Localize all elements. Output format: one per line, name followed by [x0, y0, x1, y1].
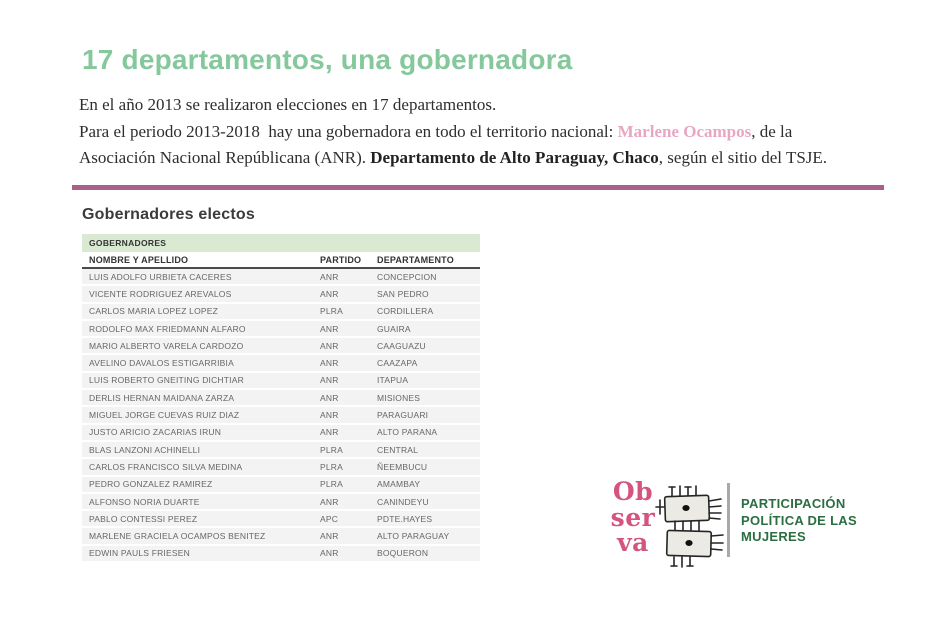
highlight-departamento: Departamento de Alto Paraguay, Chaco: [370, 148, 659, 167]
cell-governor-name: MIGUEL JORGE CUEVAS RUIZ DIAZ: [82, 406, 313, 423]
table-row: [82, 372, 480, 389]
governors-table: [82, 234, 480, 563]
wordmark-line: va: [617, 528, 649, 557]
cell-governor-name: JUSTO ARICIO ZACARIAS IRUN: [82, 424, 313, 441]
cell-governor-name: MARIO ALBERTO VARELA CARDOZO: [82, 337, 313, 354]
cell-party: APC: [313, 510, 370, 527]
observa-logo: [600, 470, 900, 580]
table-row: [82, 424, 480, 441]
page-title: 17 departamentos, una gobernadora: [82, 44, 573, 75]
cell-party: ANR: [313, 424, 370, 441]
table-row: [82, 303, 480, 320]
cell-party: ANR: [313, 354, 370, 371]
cell-department: CENTRAL: [370, 441, 480, 458]
cell-department: ITAPUA: [370, 372, 480, 389]
governors-data-table: [82, 252, 480, 563]
table-row: [82, 510, 480, 527]
circuit-chip-icon: [654, 476, 724, 575]
column-header-department: DEPARTAMENTO: [370, 252, 480, 268]
intro-line-2: [79, 119, 891, 146]
cell-party: ANR: [313, 527, 370, 544]
table-row: [82, 545, 480, 562]
table-title-bar: GOBERNADORES: [82, 234, 480, 252]
cell-department: AMAMBAY: [370, 476, 480, 493]
governors-table-body: [82, 268, 480, 562]
wordmark-line: Ob: [612, 477, 654, 506]
logo-divider-line: [727, 483, 730, 557]
cell-governor-name: LUIS ROBERTO GNEITING DICHTIAR: [82, 372, 313, 389]
intro-line3-text: Asociación Nacional Repúblicana (ANR).: [79, 148, 371, 167]
intro-line-1: En el año 2013 se realizaron elecciones en 17 departamentos.: [79, 95, 497, 114]
cell-department: CONCEPCION: [370, 268, 480, 285]
cell-governor-name: RODOLFO MAX FRIEDMANN ALFARO: [82, 320, 313, 337]
cell-department: CAAGUAZU: [370, 337, 480, 354]
cell-party: PLRA: [313, 458, 370, 475]
cell-party: ANR: [313, 493, 370, 510]
cell-party: ANR: [313, 320, 370, 337]
logo-tagline: [741, 496, 857, 546]
cell-party: ANR: [313, 285, 370, 302]
table-row: [82, 389, 480, 406]
intro-line2-tail: , de la: [751, 121, 793, 141]
cell-department: MISIONES: [370, 389, 480, 406]
cell-party: PLRA: [313, 476, 370, 493]
cell-governor-name: DERLIS HERNAN MAIDANA ZARZA: [82, 389, 313, 406]
table-row: [82, 527, 480, 544]
table-row: [82, 441, 480, 458]
cell-party: ANR: [313, 406, 370, 423]
highlight-marlene-ocampos: Marlene Ocampos: [617, 121, 752, 141]
cell-party: ANR: [313, 268, 370, 285]
cell-governor-name: PEDRO GONZALEZ RAMIREZ: [82, 476, 313, 493]
column-header-name: NOMBRE Y APELLIDO: [82, 252, 313, 268]
table-row: [82, 476, 480, 493]
column-header-party: PARTIDO: [313, 252, 370, 268]
cell-governor-name: AVELINO DAVALOS ESTIGARRIBIA: [82, 354, 313, 371]
cell-department: ÑEEMBUCU: [370, 458, 480, 475]
wordmark-line: ser: [610, 502, 656, 532]
cell-governor-name: LUIS ADOLFO URBIETA CACERES: [82, 268, 313, 285]
cell-governor-name: VICENTE RODRIGUEZ AREVALOS: [82, 285, 313, 302]
cell-department: CAAZAPA: [370, 354, 480, 371]
table-row: [82, 320, 480, 337]
cell-governor-name: PABLO CONTESSI PEREZ: [82, 510, 313, 527]
cell-governor-name: CARLOS MARIA LOPEZ LOPEZ: [82, 303, 313, 320]
table-row: [82, 285, 480, 302]
cell-department: PDTE.HAYES: [370, 510, 480, 527]
intro-line3-tail: , según el sitio del TSJE.: [658, 148, 828, 167]
cell-department: GUAIRA: [370, 320, 480, 337]
cell-department: SAN PEDRO: [370, 285, 480, 302]
tagline-line: POLÍTICA DE LAS: [741, 512, 857, 528]
table-row: [82, 268, 480, 285]
cell-party: PLRA: [313, 441, 370, 458]
cell-party: ANR: [313, 545, 370, 562]
cell-department: CORDILLERA: [370, 303, 480, 320]
pink-divider-rule: [72, 185, 884, 190]
table-header: [82, 252, 480, 268]
cell-department: CANINDEYU: [370, 493, 480, 510]
cell-governor-name: BLAS LANZONI ACHINELLI: [82, 441, 313, 458]
table-row: [82, 406, 480, 423]
tagline-line: PARTICIPACIÓN: [741, 496, 846, 511]
table-row: [82, 493, 480, 510]
tagline-line: MUJERES: [741, 529, 806, 544]
cell-governor-name: MARLENE GRACIELA OCAMPOS BENITEZ: [82, 527, 313, 544]
cell-department: ALTO PARAGUAY: [370, 527, 480, 544]
cell-governor-name: EDWIN PAULS FRIESEN: [82, 545, 313, 562]
cell-party: PLRA: [313, 303, 370, 320]
intro-line-3: [79, 145, 891, 172]
cell-department: PARAGUARI: [370, 406, 480, 423]
cell-party: ANR: [313, 389, 370, 406]
cell-department: BOQUERON: [370, 545, 480, 562]
cell-party: ANR: [313, 337, 370, 354]
table-row: [82, 354, 480, 371]
table-row: [82, 337, 480, 354]
intro-line2-text: Para el periodo 2013-2018 hay una gobernadora en todo el territorio nacional:: [79, 121, 618, 141]
intro-paragraph: [79, 92, 891, 172]
table-row: [82, 458, 480, 475]
cell-department: ALTO PARANA: [370, 424, 480, 441]
cell-governor-name: ALFONSO NORIA DUARTE: [82, 493, 313, 510]
table-section-heading: Gobernadores electos: [82, 206, 255, 223]
cell-party: ANR: [313, 372, 370, 389]
cell-governor-name: CARLOS FRANCISCO SILVA MEDINA: [82, 458, 313, 475]
